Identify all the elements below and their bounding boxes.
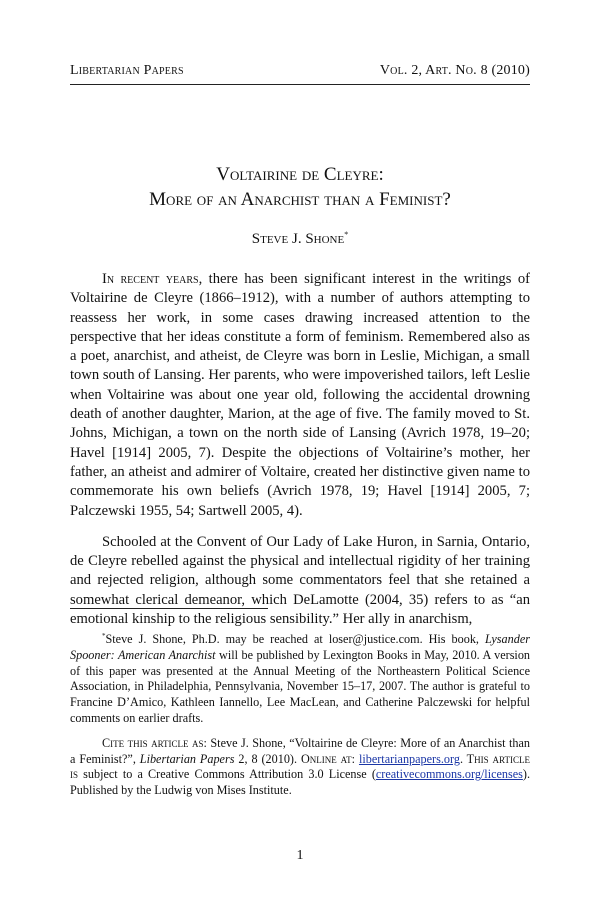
online-colon: : xyxy=(351,751,359,766)
online-label: Online at xyxy=(300,751,352,766)
author-footnote-mark[interactable]: * xyxy=(344,230,349,239)
this-article-label: . This article is xyxy=(70,751,531,782)
license-link[interactable]: creativecommons.org/licenses xyxy=(375,767,523,782)
footnote-rule xyxy=(70,608,268,609)
paragraph-2 xyxy=(70,533,530,629)
paragraph-1-text: , there has been significant interest in the writings of Voltairine de Cleyre (1866–1912), with a number of authors attempting to reassess her work, in some cases drawing increased attention to the perspective that her ideas constitute a form of feminism. Remembered also as a poet, anarchist, and atheist, de Cleyre was born in Leslie, Michigan, a small town south of Lansing. Her parents, who were impoverished tailors, left Leslie when Voltairine was about one year old, following the accidental drowning death of another daughter, Marion, at the age of five. The family moved to St. Johns, Michigan, a town on the north side of Lansing (Avrich 1978, 19–20; Havel [1914] 2005, 7). Despite the objections of Voltairine’s mother, her father, an atheist and admirer of Voltaire, created her distinctive given name to commemorate his own beliefs (Avrich 1978, 19; Havel [1914] 2005, 7; Palczewski 1955, 54; Sartwell 2005, 4). xyxy=(70,271,530,519)
footnotes xyxy=(70,629,530,808)
paragraph-1 xyxy=(70,270,530,521)
cite-text-c: subject to a Creative Commons Attribution 3.0 License ( xyxy=(78,767,376,782)
cite-journal: Libertarian Papers xyxy=(139,751,235,766)
journal-link[interactable]: libertarianpapers.org xyxy=(358,751,460,766)
citation-note xyxy=(70,736,530,799)
article-title xyxy=(70,162,530,212)
article-body xyxy=(70,270,530,641)
footnote-author xyxy=(70,629,530,727)
author-name: Steve J. Shone xyxy=(251,231,345,247)
footnote-text-b: will be published by Lexington Books in May, 2010. A version of this paper was presented at the Annual Meeting of the Northeastern Political Science Association, in Philadelphia, Pennsylvania, November 15–17, 2007. The author is grateful to Francine D’Amico, Kathleen Iannello, Lee MacLean, and Catherine Palczewski for helpful comments on earlier drafts. xyxy=(70,647,531,725)
cite-label: Cite this article as xyxy=(102,735,204,750)
title-line-1: Voltairine de Cleyre: xyxy=(216,164,384,185)
book-title: Lysander Spooner: American Anarchist xyxy=(70,632,530,662)
footnote-mark: * xyxy=(102,632,106,640)
title-line-2: More of an Anarchist than a Feminist? xyxy=(149,189,451,210)
author-line xyxy=(70,230,530,248)
footnote-text-a: Steve J. Shone, Ph.D. may be reached at loser@justice.com. His book, xyxy=(105,632,485,646)
header-rule xyxy=(70,84,530,85)
cite-text-d: ). Published by the Ludwig von Mises Institute. xyxy=(70,767,530,798)
volume-info: Vol. 2, Art. No. 8 (2010) xyxy=(379,63,530,78)
paragraph-2-text: Schooled at the Convent of Our Lady of Lake Huron, in Sarnia, Ontario, de Cleyre rebelled against the physical and intellectual rigidity of her training and rejected religion, although some commentators feel that she retained a somewhat clerical demeanor, which DeLamotte (2004, 35) refers to as “an emotional kinship to the religious sensibility.” Her ally in anarchism, xyxy=(70,533,530,628)
cite-text-b: 2, 8 (2010). xyxy=(234,751,301,766)
journal-name: Libertarian Papers xyxy=(70,63,184,78)
running-header xyxy=(70,63,530,79)
page-number: 1 xyxy=(296,848,304,863)
cite-text-a: : Steve J. Shone, “Voltairine de Cleyre: More of an Anarchist than a Feminist?”, xyxy=(70,735,530,766)
lead-in: In recent years xyxy=(102,271,199,287)
